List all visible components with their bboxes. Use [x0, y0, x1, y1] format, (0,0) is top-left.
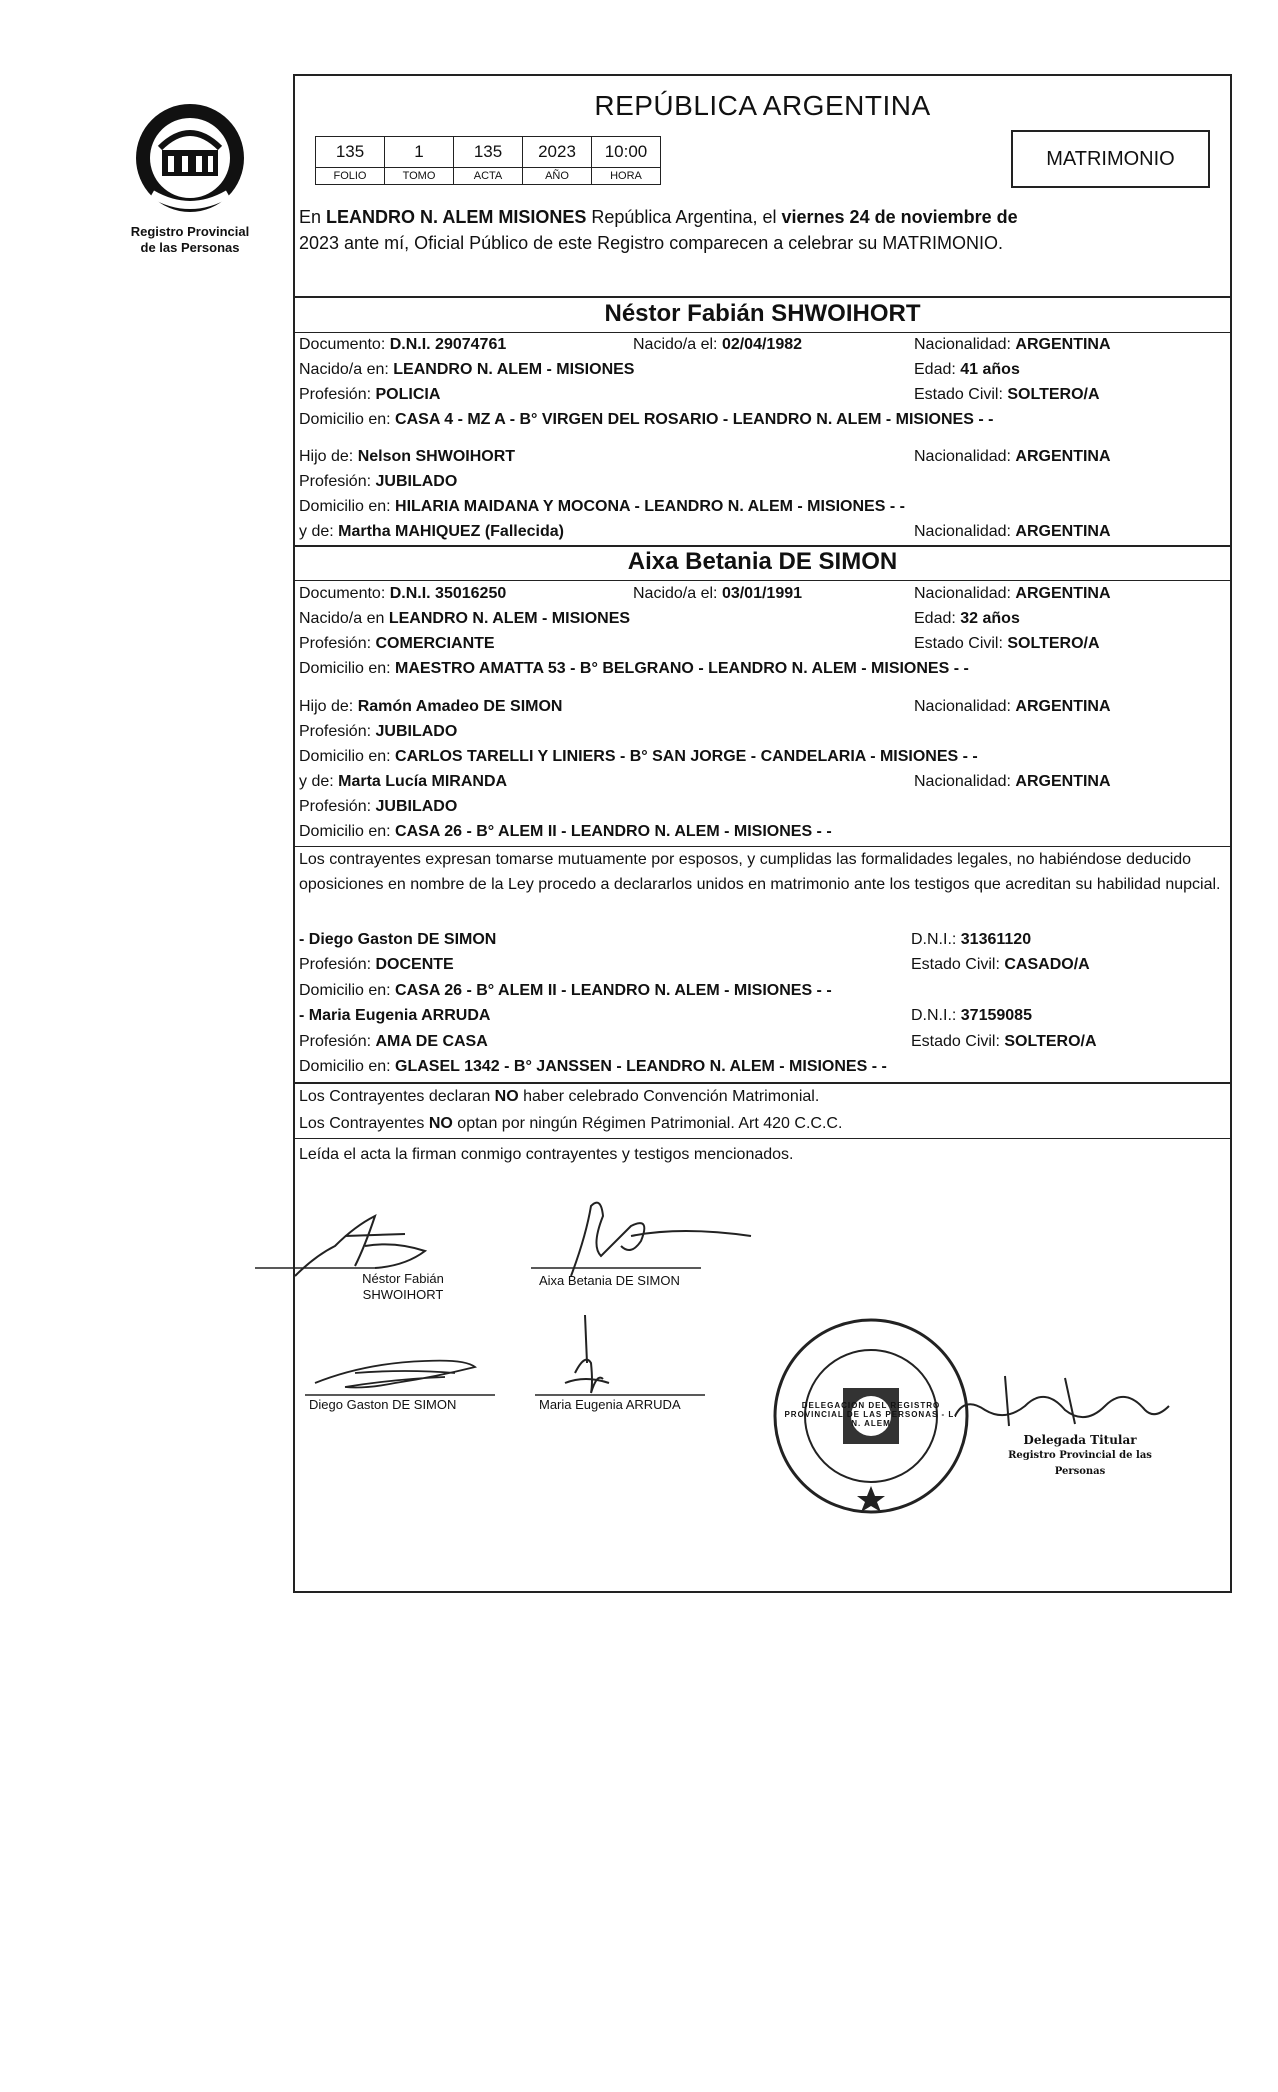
registry-meta-table: [315, 136, 661, 185]
witness1-row-prof: Profesión: DOCENTE Estado Civil: CASADO/A: [299, 956, 1090, 973]
spouse2-row-father-dom: Domicilio en: CARLOS TARELLI Y LINIERS - B° SAN JORGE - CANDELARIA - MISIONES - -: [299, 748, 978, 765]
spouse1-row-father-prof: Profesión: JUBILADO: [299, 473, 458, 490]
witness2-row-name: - Maria Eugenia ARRUDA D.N.I.: 37159085: [299, 1007, 1032, 1024]
certificate-frame: [293, 74, 1232, 1593]
spouse1-row-born: Nacido/a en: LEANDRO N. ALEM - MISIONES Edad: 41 años: [299, 361, 1020, 378]
signature-label-witness2: Maria Eugenia ARRUDA: [539, 1397, 681, 1412]
spouse2-row-father: Hijo de: Ramón Amadeo DE SIMON Nacionalidad: ARGENTINA: [299, 698, 1111, 715]
signature-label-spouse1: Néstor Fabián SHWOIHORT: [362, 1271, 444, 1302]
tomo-label: TOMO: [385, 168, 454, 185]
officer-title: Delegada Titular Registro Provincial de las Personas: [1008, 1433, 1152, 1477]
spouse2-row-mother: y de: Marta Lucía MIRANDA Nacionalidad: ARGENTINA: [299, 773, 1111, 790]
spouse2-row-mother-prof: Profesión: JUBILADO: [299, 798, 458, 815]
convention-line-1: Los Contrayentes declaran NO haber celebrado Convención Matrimonial.: [299, 1088, 820, 1105]
spouse2-row-born: Nacido/a en LEANDRO N. ALEM - MISIONES Edad: 32 años: [299, 610, 1020, 627]
intro-date: viernes 24 de noviembre de: [781, 207, 1018, 227]
stamp-text: DELEGACION DEL REGISTRO PROVINCIAL DE LAS PERSONAS - L. N. ALEM: [784, 1401, 958, 1428]
hora-value: 10:00: [592, 137, 661, 168]
spouse2-name: Aixa Betania DE SIMON: [627, 548, 898, 575]
signature-label-witness1: Diego Gaston DE SIMON: [309, 1397, 457, 1412]
folio-value: 135: [316, 137, 385, 168]
spouse1-row-father: Hijo de: Nelson SHWOIHORT Nacionalidad: ARGENTINA: [299, 448, 1111, 465]
ano-value: 2023: [523, 137, 592, 168]
folio-label: FOLIO: [316, 168, 385, 185]
ano-label: AÑO: [523, 168, 592, 185]
logo-caption-2: de las Personas: [140, 240, 240, 255]
registry-logo: [110, 98, 270, 255]
spouse1-name: Néstor Fabián SHWOIHORT: [604, 300, 921, 327]
acta-value: 135: [454, 137, 523, 168]
spouse1-row-father-dom: Domicilio en: HILARIA MAIDANA Y MOCONA - LEANDRO N. ALEM - MISIONES - -: [299, 498, 905, 515]
signature-witness2: [535, 1313, 715, 1403]
page-title: REPÚBLICA ARGENTINA: [594, 90, 931, 121]
witness1-row-name: - Diego Gaston DE SIMON D.N.I.: 31361120: [299, 931, 1032, 948]
witness2-row-prof: Profesión: AMA DE CASA Estado Civil: SOLTERO/A: [299, 1033, 1097, 1050]
spouse2-row-prof: Profesión: COMERCIANTE Estado Civil: SOLTERO/A: [299, 635, 1100, 652]
spouse2-row-mother-dom: Domicilio en: CASA 26 - B° ALEM II - LEANDRO N. ALEM - MISIONES - -: [299, 823, 832, 840]
signature-witness1: [305, 1343, 505, 1403]
signature-spouse2: [531, 1196, 761, 1281]
signature-officer: [945, 1366, 1185, 1436]
document-type-box: MATRIMONIO: [1011, 130, 1210, 188]
witness2-row-dom: Domicilio en: GLASEL 1342 - B° JANSSEN - LEANDRO N. ALEM - MISIONES - -: [299, 1058, 887, 1075]
spouse2-row-dom: Domicilio en: MAESTRO AMATTA 53 - B° BELGRANO - LEANDRO N. ALEM - MISIONES - -: [299, 660, 969, 677]
spouse1-row-mother: y de: Martha MAHIQUEZ (Fallecida) Nacionalidad: ARGENTINA: [299, 523, 1111, 540]
spouse2-row-father-prof: Profesión: JUBILADO: [299, 723, 458, 740]
spouse1-row-prof: Profesión: POLICIA Estado Civil: SOLTERO/A: [299, 386, 1100, 403]
registry-seal-icon: [130, 98, 250, 218]
signature-label-spouse2: Aixa Betania DE SIMON: [539, 1273, 680, 1288]
tomo-value: 1: [385, 137, 454, 168]
closing-statement: Leída el acta la firman conmigo contrayentes y testigos mencionados.: [299, 1146, 794, 1163]
spouse1-row-dom: Domicilio en: CASA 4 - MZ A - B° VIRGEN DEL ROSARIO - LEANDRO N. ALEM - MISIONES - -: [299, 411, 994, 428]
logo-caption-1: Registro Provincial: [130, 224, 250, 239]
intro-place: LEANDRO N. ALEM MISIONES: [326, 207, 587, 227]
intro-paragraph: En LEANDRO N. ALEM MISIONES República Argentina, el viernes 24 de noviembre de 2023 ante mí, Oficial Público de este Registro comparecen a celebrar su MATRIMONIO.: [299, 207, 1018, 253]
declaration-paragraph: Los contrayentes expresan tomarse mutuamente por esposos, y cumplidas las formalidades legales, no habiéndose deducido oposiciones en nombre de la Ley procedo a declararlos unidos en matrimonio ante los testigos que acreditan su habilidad nupcial.: [299, 851, 1221, 893]
witness1-row-dom: Domicilio en: CASA 26 - B° ALEM II - LEANDRO N. ALEM - MISIONES - -: [299, 982, 832, 999]
acta-label: ACTA: [454, 168, 523, 185]
hora-label: HORA: [592, 168, 661, 185]
spouse1-row-doc: Documento: D.N.I. 29074761 Nacido/a el: 02/04/1982 Nacionalidad: ARGENTINA: [299, 336, 1111, 353]
spouse2-row-doc: Documento: D.N.I. 35016250 Nacido/a el: 03/01/1991 Nacionalidad: ARGENTINA: [299, 585, 1111, 602]
convention-line-2: Los Contrayentes NO optan por ningún Régimen Patrimonial. Art 420 C.C.C.: [299, 1115, 843, 1132]
